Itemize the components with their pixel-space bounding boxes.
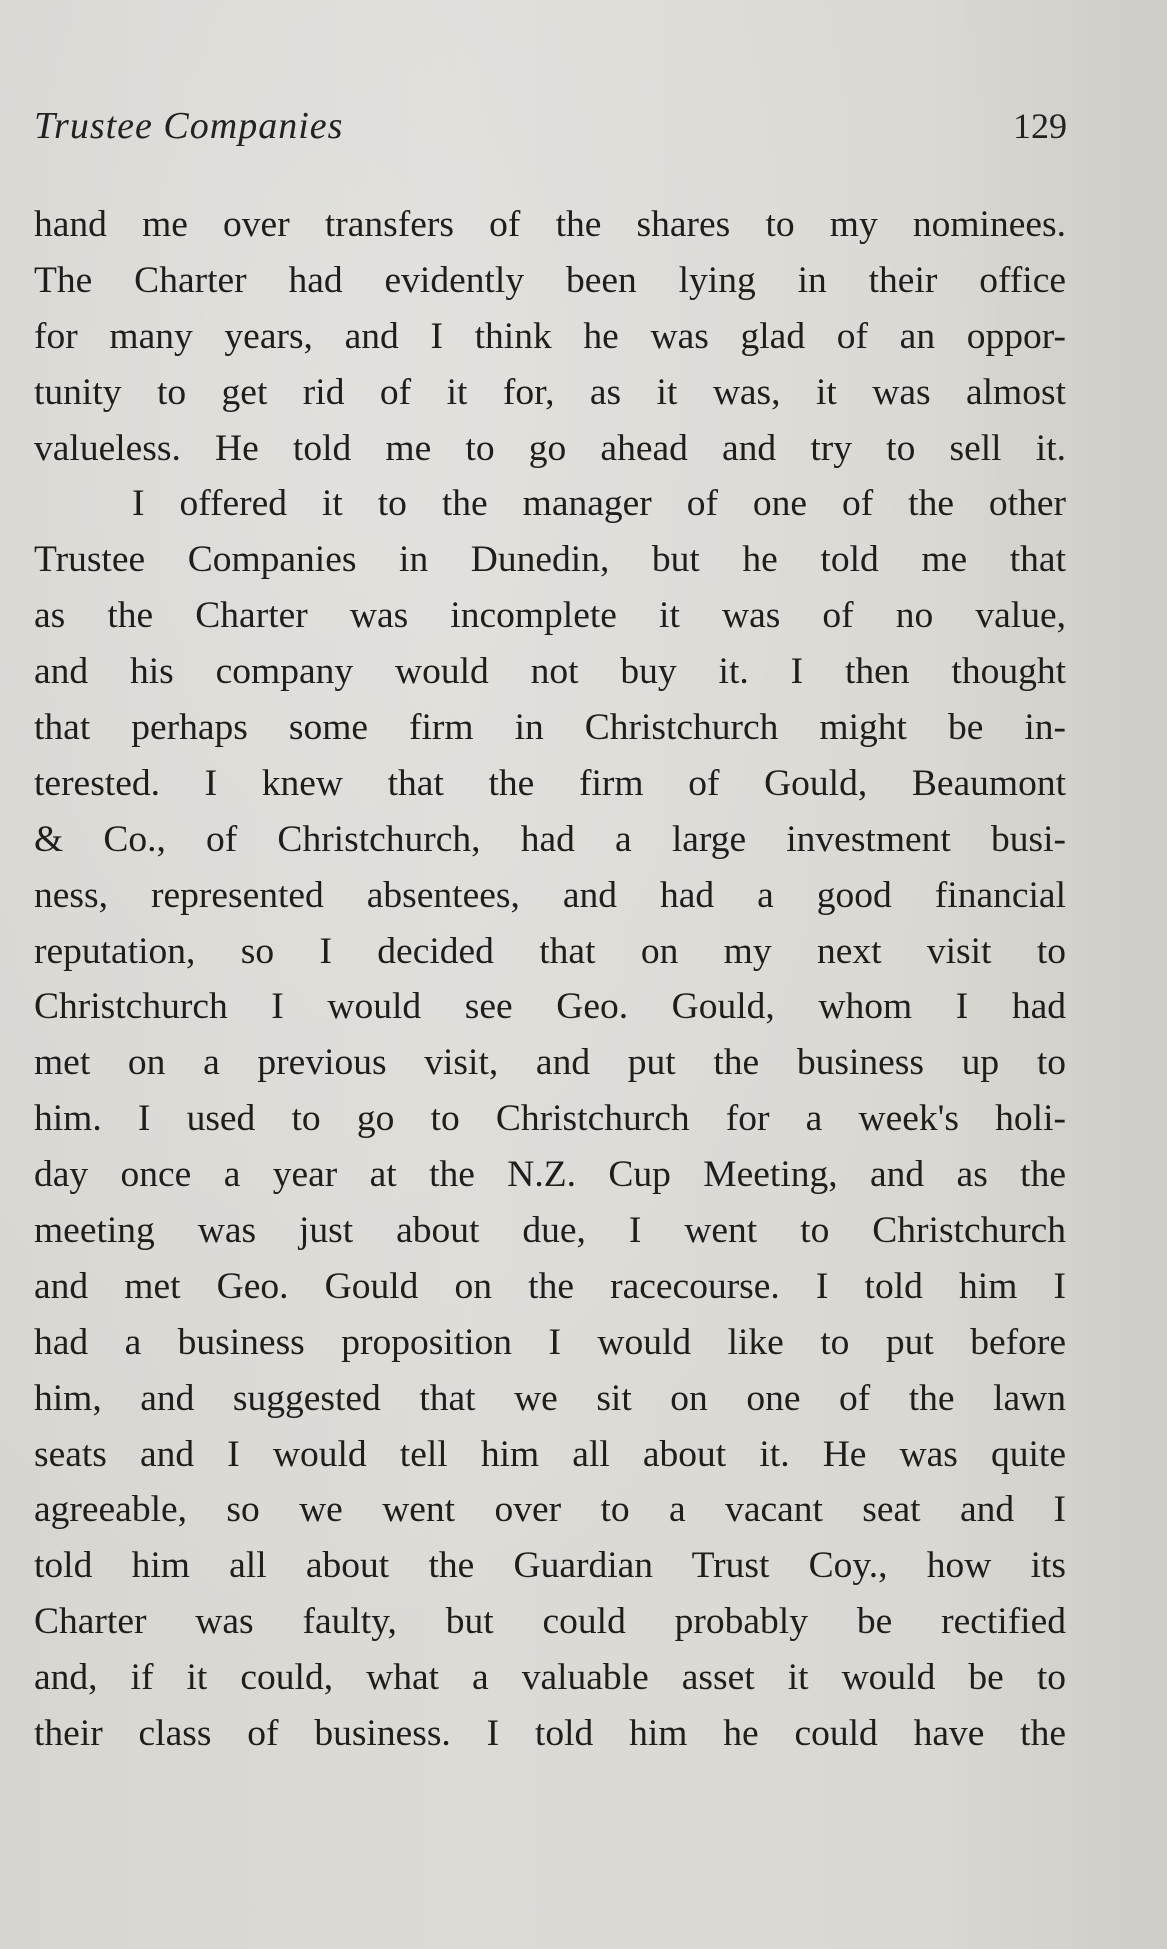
text-line: met on a previous visit, and put the business up to	[34, 1042, 1066, 1084]
text-line: & Co., of Christchurch, had a large investment busi-	[34, 818, 1066, 860]
text-line: hand me over transfers of the shares to my nominees.	[34, 204, 1066, 245]
text-line: and his company would not buy it. I then thought	[34, 651, 1066, 693]
text-line: him, and suggested that we sit on one of the lawn	[34, 1377, 1066, 1419]
text-line: their class of business. I told him he could have the	[34, 1713, 1066, 1755]
text-line: and met Geo. Gould on the racecourse. I told him I	[34, 1265, 1066, 1307]
text-line: reputation, so I decided that on my next visit to	[34, 930, 1066, 972]
text-line: terested. I knew that the firm of Gould, Beaumont	[34, 762, 1066, 804]
text-line: The Charter had evidently been lying in their office	[34, 259, 1066, 301]
text-line: agreeable, so we went over to a vacant seat and I	[34, 1489, 1066, 1531]
text-line: seats and I would tell him all about it. He was quite	[34, 1433, 1066, 1475]
text-line: told him all about the Guardian Trust Coy., how its	[34, 1545, 1066, 1587]
text-line: Charter was faulty, but could probably be rectified	[34, 1601, 1066, 1643]
body-text	[34, 197, 1066, 1762]
chapter-title: Trustee Companies	[34, 105, 344, 147]
text-line: tunity to get rid of it for, as it was, it was almost	[34, 371, 1066, 413]
text-line: had a business proposition I would like to put before	[34, 1321, 1066, 1363]
text-line: ness, represented absentees, and had a good financial	[34, 874, 1066, 916]
text-line: and, if it could, what a valuable asset it would be to	[34, 1657, 1066, 1699]
text-line: valueless. He told me to go ahead and try to sell it.	[34, 427, 1066, 469]
text-line: Trustee Companies in Dunedin, but he told me that	[34, 539, 1066, 581]
paragraph-start-line: I offered it to the manager of one of the other	[132, 483, 1066, 525]
running-header	[34, 104, 1067, 152]
text-line: day once a year at the N.Z. Cup Meeting, and as the	[34, 1154, 1066, 1196]
text-line: Christchurch I would see Geo. Gould, whom I had	[34, 986, 1066, 1028]
text-line: that perhaps some firm in Christchurch might be in-	[34, 707, 1066, 749]
text-line: as the Charter was incomplete it was of no value,	[34, 595, 1066, 637]
text-line: meeting was just about due, I went to Christchurch	[34, 1210, 1066, 1252]
text-line: him. I used to go to Christchurch for a week's holi-	[34, 1098, 1066, 1140]
page-number: 129	[1013, 106, 1067, 146]
text-line: for many years, and I think he was glad of an oppor-	[34, 315, 1066, 357]
